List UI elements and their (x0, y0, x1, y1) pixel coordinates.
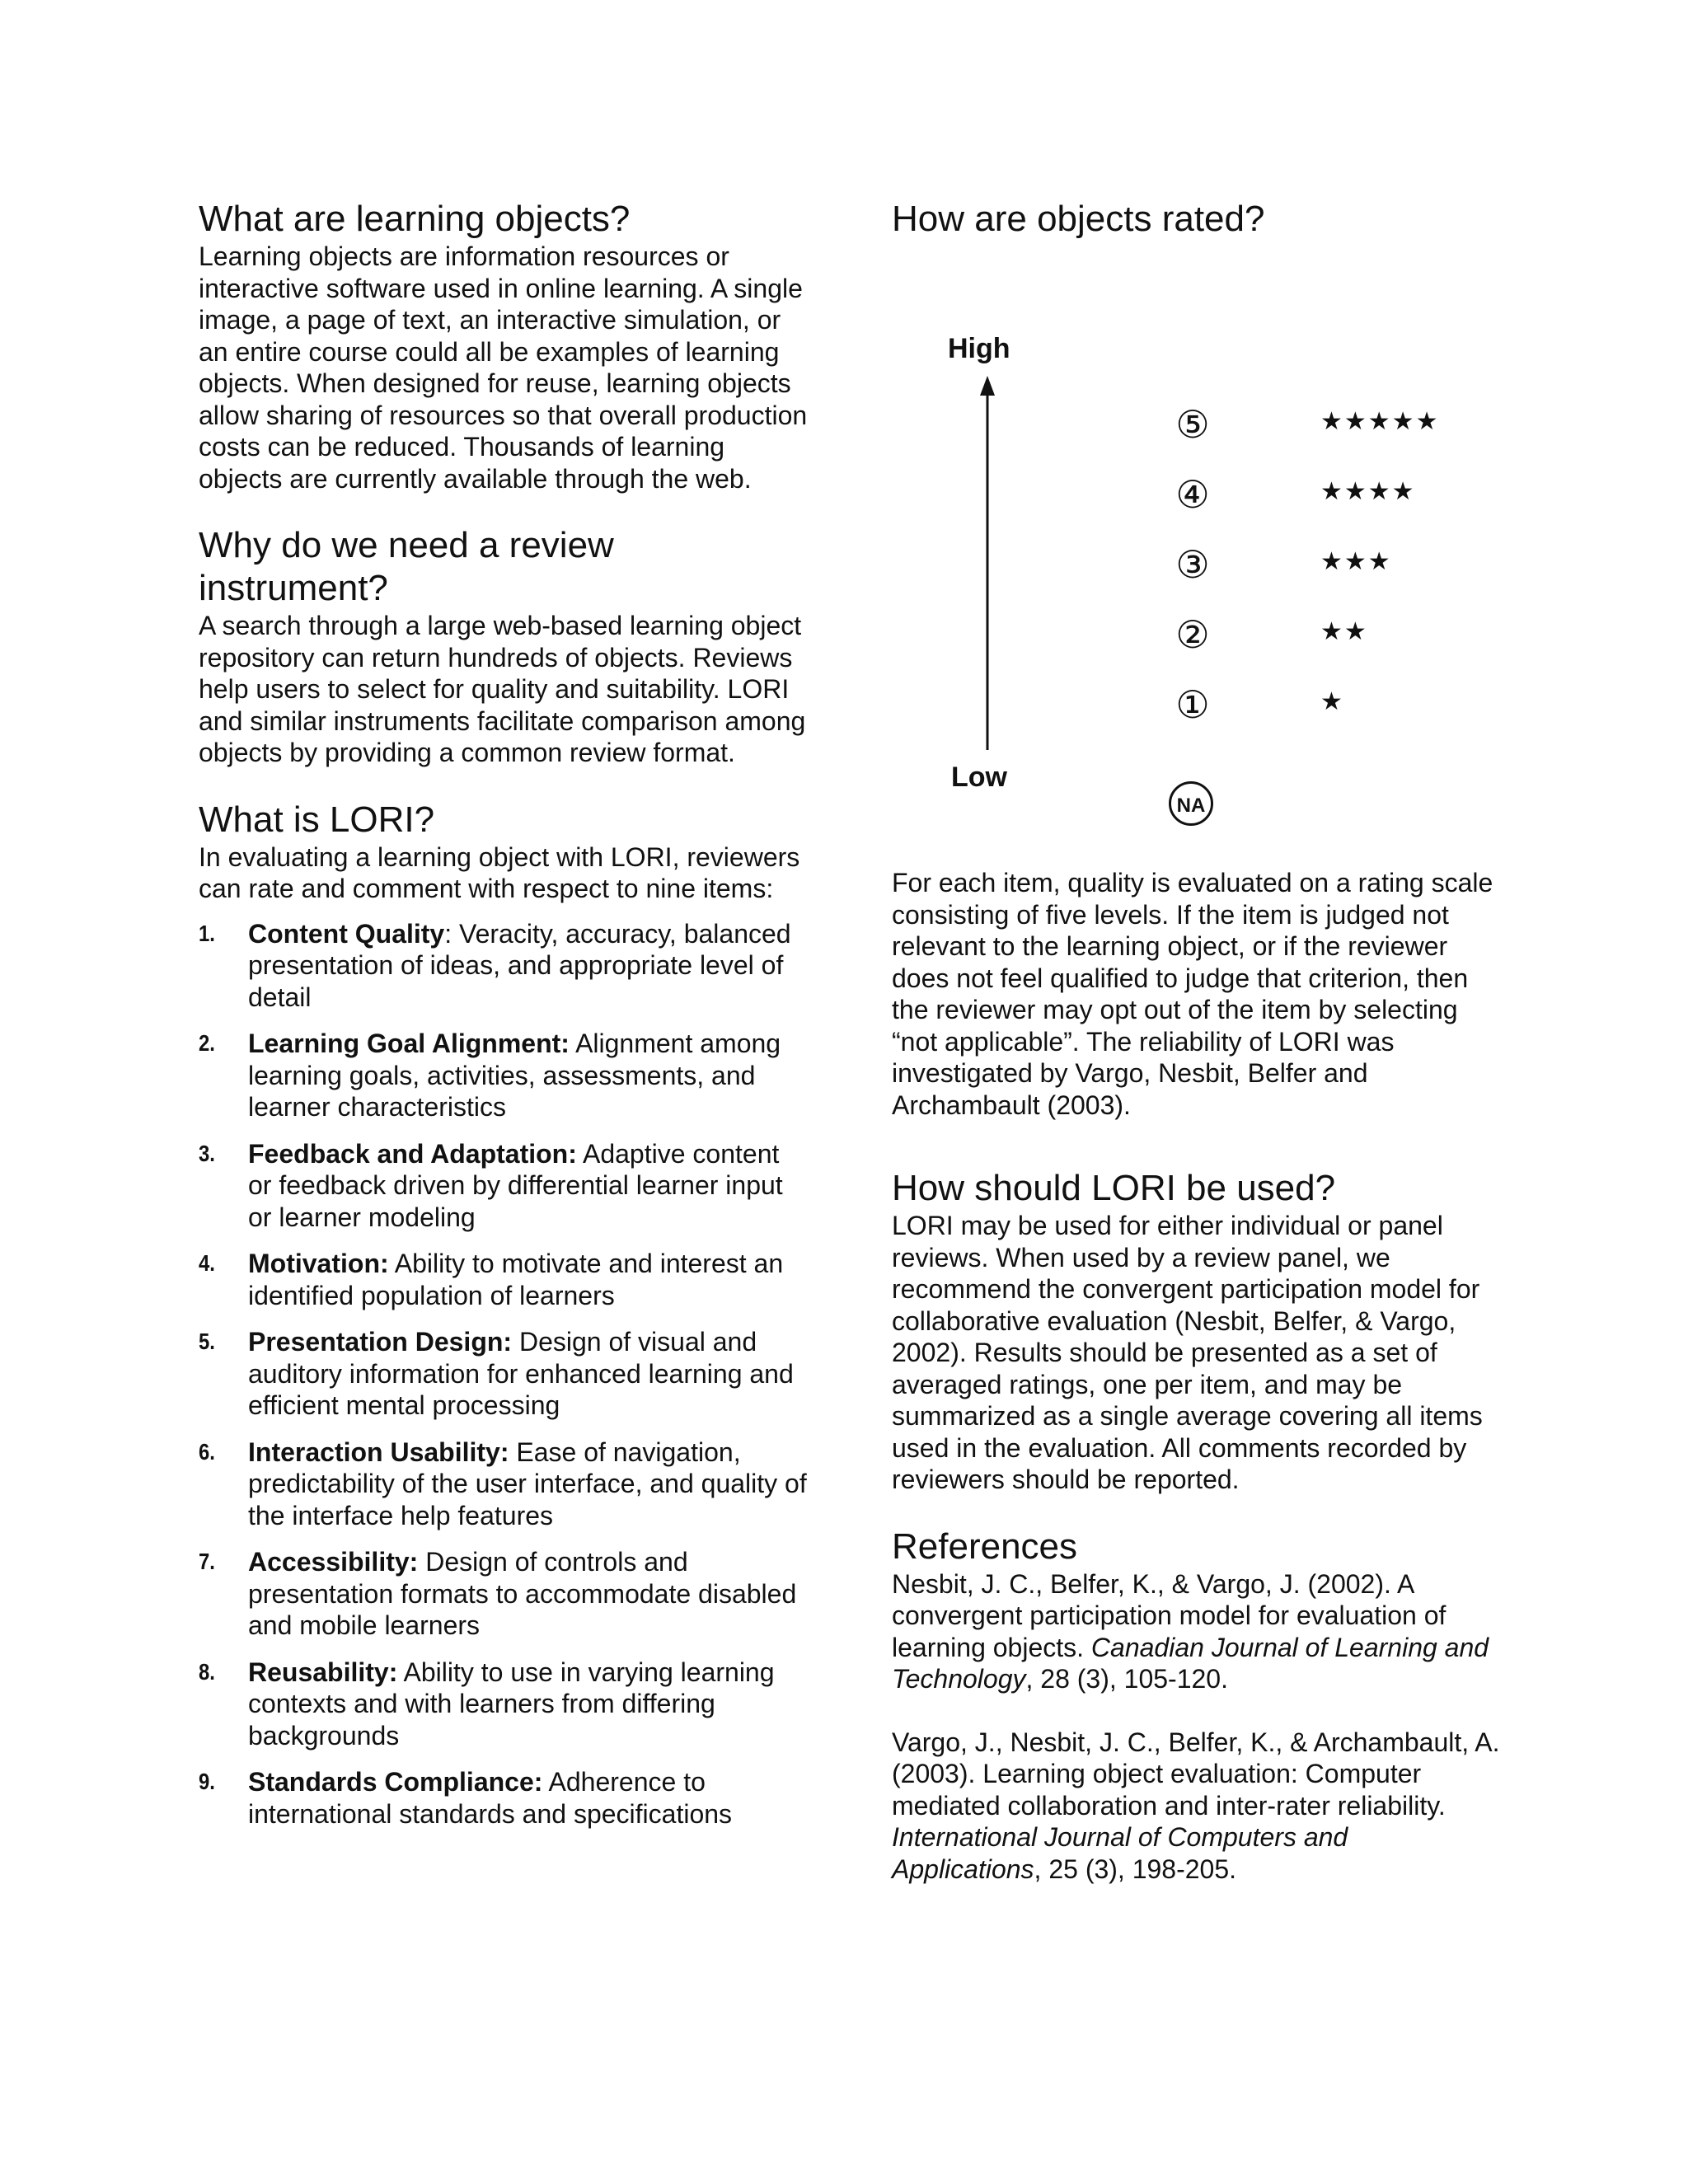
used-heading: How should LORI be used? (892, 1168, 1336, 1208)
lori-items-list (199, 918, 809, 1830)
rating-level-4 (892, 474, 1502, 523)
level-badge: ② (1175, 612, 1210, 657)
lori-heading: What is LORI? (199, 799, 435, 840)
list-item (199, 1248, 809, 1311)
item-description: Alignment among learning goals, activities, assessments, and learner characteristics (248, 1029, 781, 1122)
item-number: 7. (199, 1549, 215, 1574)
used-body: LORI may be used for either individual or panel reviews. When used by a review panel, we recommend the convergent participation model for collaborative evaluation (Nesbit, Belfer, & Vargo, 2002). Results should be presented as a set of averaged ratings, one per item, and may be summarized as a single average covering all items used in the evaluation. All comments recorded by reviewers should be reported. (892, 1211, 1483, 1494)
item-term: Learning Goal Alignment: (248, 1029, 570, 1058)
item-description: Adaptive content or feedback driven by differential learner input or learner modeling (248, 1138, 783, 1232)
item-description: Design of controls and presentation formats to accommodate disabled and mobile learners (248, 1547, 797, 1640)
low-label: Low (951, 762, 1007, 793)
why-heading: Why do we need a review instrument? (199, 525, 614, 608)
rating-scale-diagram (892, 241, 1502, 834)
item-description: Ease of navigation, predictability of the user interface, and quality of the interface help features (248, 1436, 807, 1530)
star-rating: ★★ (1320, 617, 1368, 646)
item-number: 4. (199, 1250, 215, 1276)
item-term: Accessibility: (248, 1547, 419, 1577)
list-item (199, 1766, 809, 1830)
item-description: Adherence to international standards and specifications (248, 1767, 733, 1829)
list-item (199, 1138, 809, 1234)
item-number: 3. (199, 1140, 215, 1166)
journal-title: International Journal of Computers and Applications (892, 1822, 1348, 1884)
item-term: Presentation Design: (248, 1327, 513, 1357)
item-number: 1. (199, 920, 215, 946)
item-number: 8. (199, 1658, 215, 1685)
item-description: Ability to use in varying learning contexts and with learners from differing backgrounds (248, 1657, 775, 1750)
reference-entry: Vargo, J., Nesbit, J. C., Belfer, K., & Archambault, A. (2003). Learning object evaluation: Computer mediated collaboration and inter-rater reliability. International Journal of Computers and Applications, 25 (3), 198-205. (892, 1727, 1500, 1884)
level-badge: ⑤ (1175, 402, 1210, 447)
level-badge: ③ (1175, 542, 1210, 587)
item-term: Feedback and Adaptation: (248, 1138, 577, 1169)
lori-intro: In evaluating a learning object with LORI, reviewers can rate and comment with respect to nine items: (199, 841, 800, 903)
list-item (199, 1028, 809, 1123)
level-badge: ① (1175, 682, 1210, 727)
high-label: High (948, 333, 1010, 364)
rating-axis (892, 241, 1502, 834)
star-rating: ★ (1320, 687, 1344, 716)
level-badge: ④ (1175, 472, 1210, 517)
item-term: Reusability: (248, 1657, 398, 1687)
list-item (199, 1657, 809, 1752)
star-rating: ★★★★★ (1320, 407, 1440, 436)
rating-level-1 (892, 684, 1502, 733)
rating-level-2 (892, 614, 1502, 663)
item-description: Ability to motivate and interest an identified population of learners (248, 1249, 784, 1310)
rating-level-5 (892, 404, 1502, 453)
list-item (199, 1546, 809, 1642)
axis-arrowhead (980, 376, 995, 396)
list-item (199, 1326, 809, 1422)
references-heading: References (892, 1526, 1078, 1567)
item-term: Interaction Usability: (248, 1436, 509, 1467)
item-description: : Veracity, accuracy, balanced presentation of ideas, and appropriate level of detail (248, 918, 791, 1012)
what-body: Learning objects are information resources or interactive software used in online learning. A single image, a page of text, an interactive simulation, or an entire course could all be examples of learning objects. When designed for reuse, learning objects allow sharing of resources so that overall production costs can be reduced. Thousands of learning objects are currently available through the web. (199, 241, 808, 494)
right-column (892, 198, 1502, 1885)
star-rating: ★★★★ (1320, 477, 1416, 506)
why-body: A search through a large web-based learning object repository can return hundreds of objects. Reviews help users to select for quality and suitability. LORI and similar instruments facilitate comparison among objects by providing a common review format. (199, 611, 806, 767)
item-term: Motivation: (248, 1249, 389, 1278)
not-applicable-badge: NA (1169, 781, 1213, 826)
star-rating: ★★★ (1320, 547, 1392, 576)
list-item (199, 1436, 809, 1532)
item-number: 9. (199, 1769, 215, 1794)
item-term: Standards Compliance: (248, 1767, 543, 1797)
reference-entry: Nesbit, J. C., Belfer, K., & Vargo, J. (2002). A convergent participation model for evaluation of learning objects. Canadian Journal of Learning and Technology, 28 (3), 105-120. (892, 1568, 1489, 1694)
list-item (199, 918, 809, 1014)
item-term: Content Quality (248, 918, 445, 949)
item-number: 5. (199, 1329, 215, 1354)
rated-body: For each item, quality is evaluated on a rating scale consisting of five levels. If the item is judged not relevant to the learning object, or if the reviewer does not feel qualified to judge that criterion, then the reviewer may opt out of the item by selecting “not applicable”. The reliability of LORI was investigated by Vargo, Nesbit, Belfer and Archambault (2003). (892, 868, 1493, 1120)
left-column (199, 198, 809, 1844)
journal-title: Canadian Journal of Learning and Technology (892, 1632, 1489, 1694)
what-heading: What are learning objects? (199, 199, 631, 239)
item-number: 6. (199, 1438, 215, 1465)
rated-heading: How are objects rated? (892, 199, 1265, 239)
rating-level-3 (892, 544, 1502, 593)
item-number: 2. (199, 1030, 215, 1056)
item-description: Design of visual and auditory information for enhanced learning and efficient mental processing (248, 1327, 794, 1420)
